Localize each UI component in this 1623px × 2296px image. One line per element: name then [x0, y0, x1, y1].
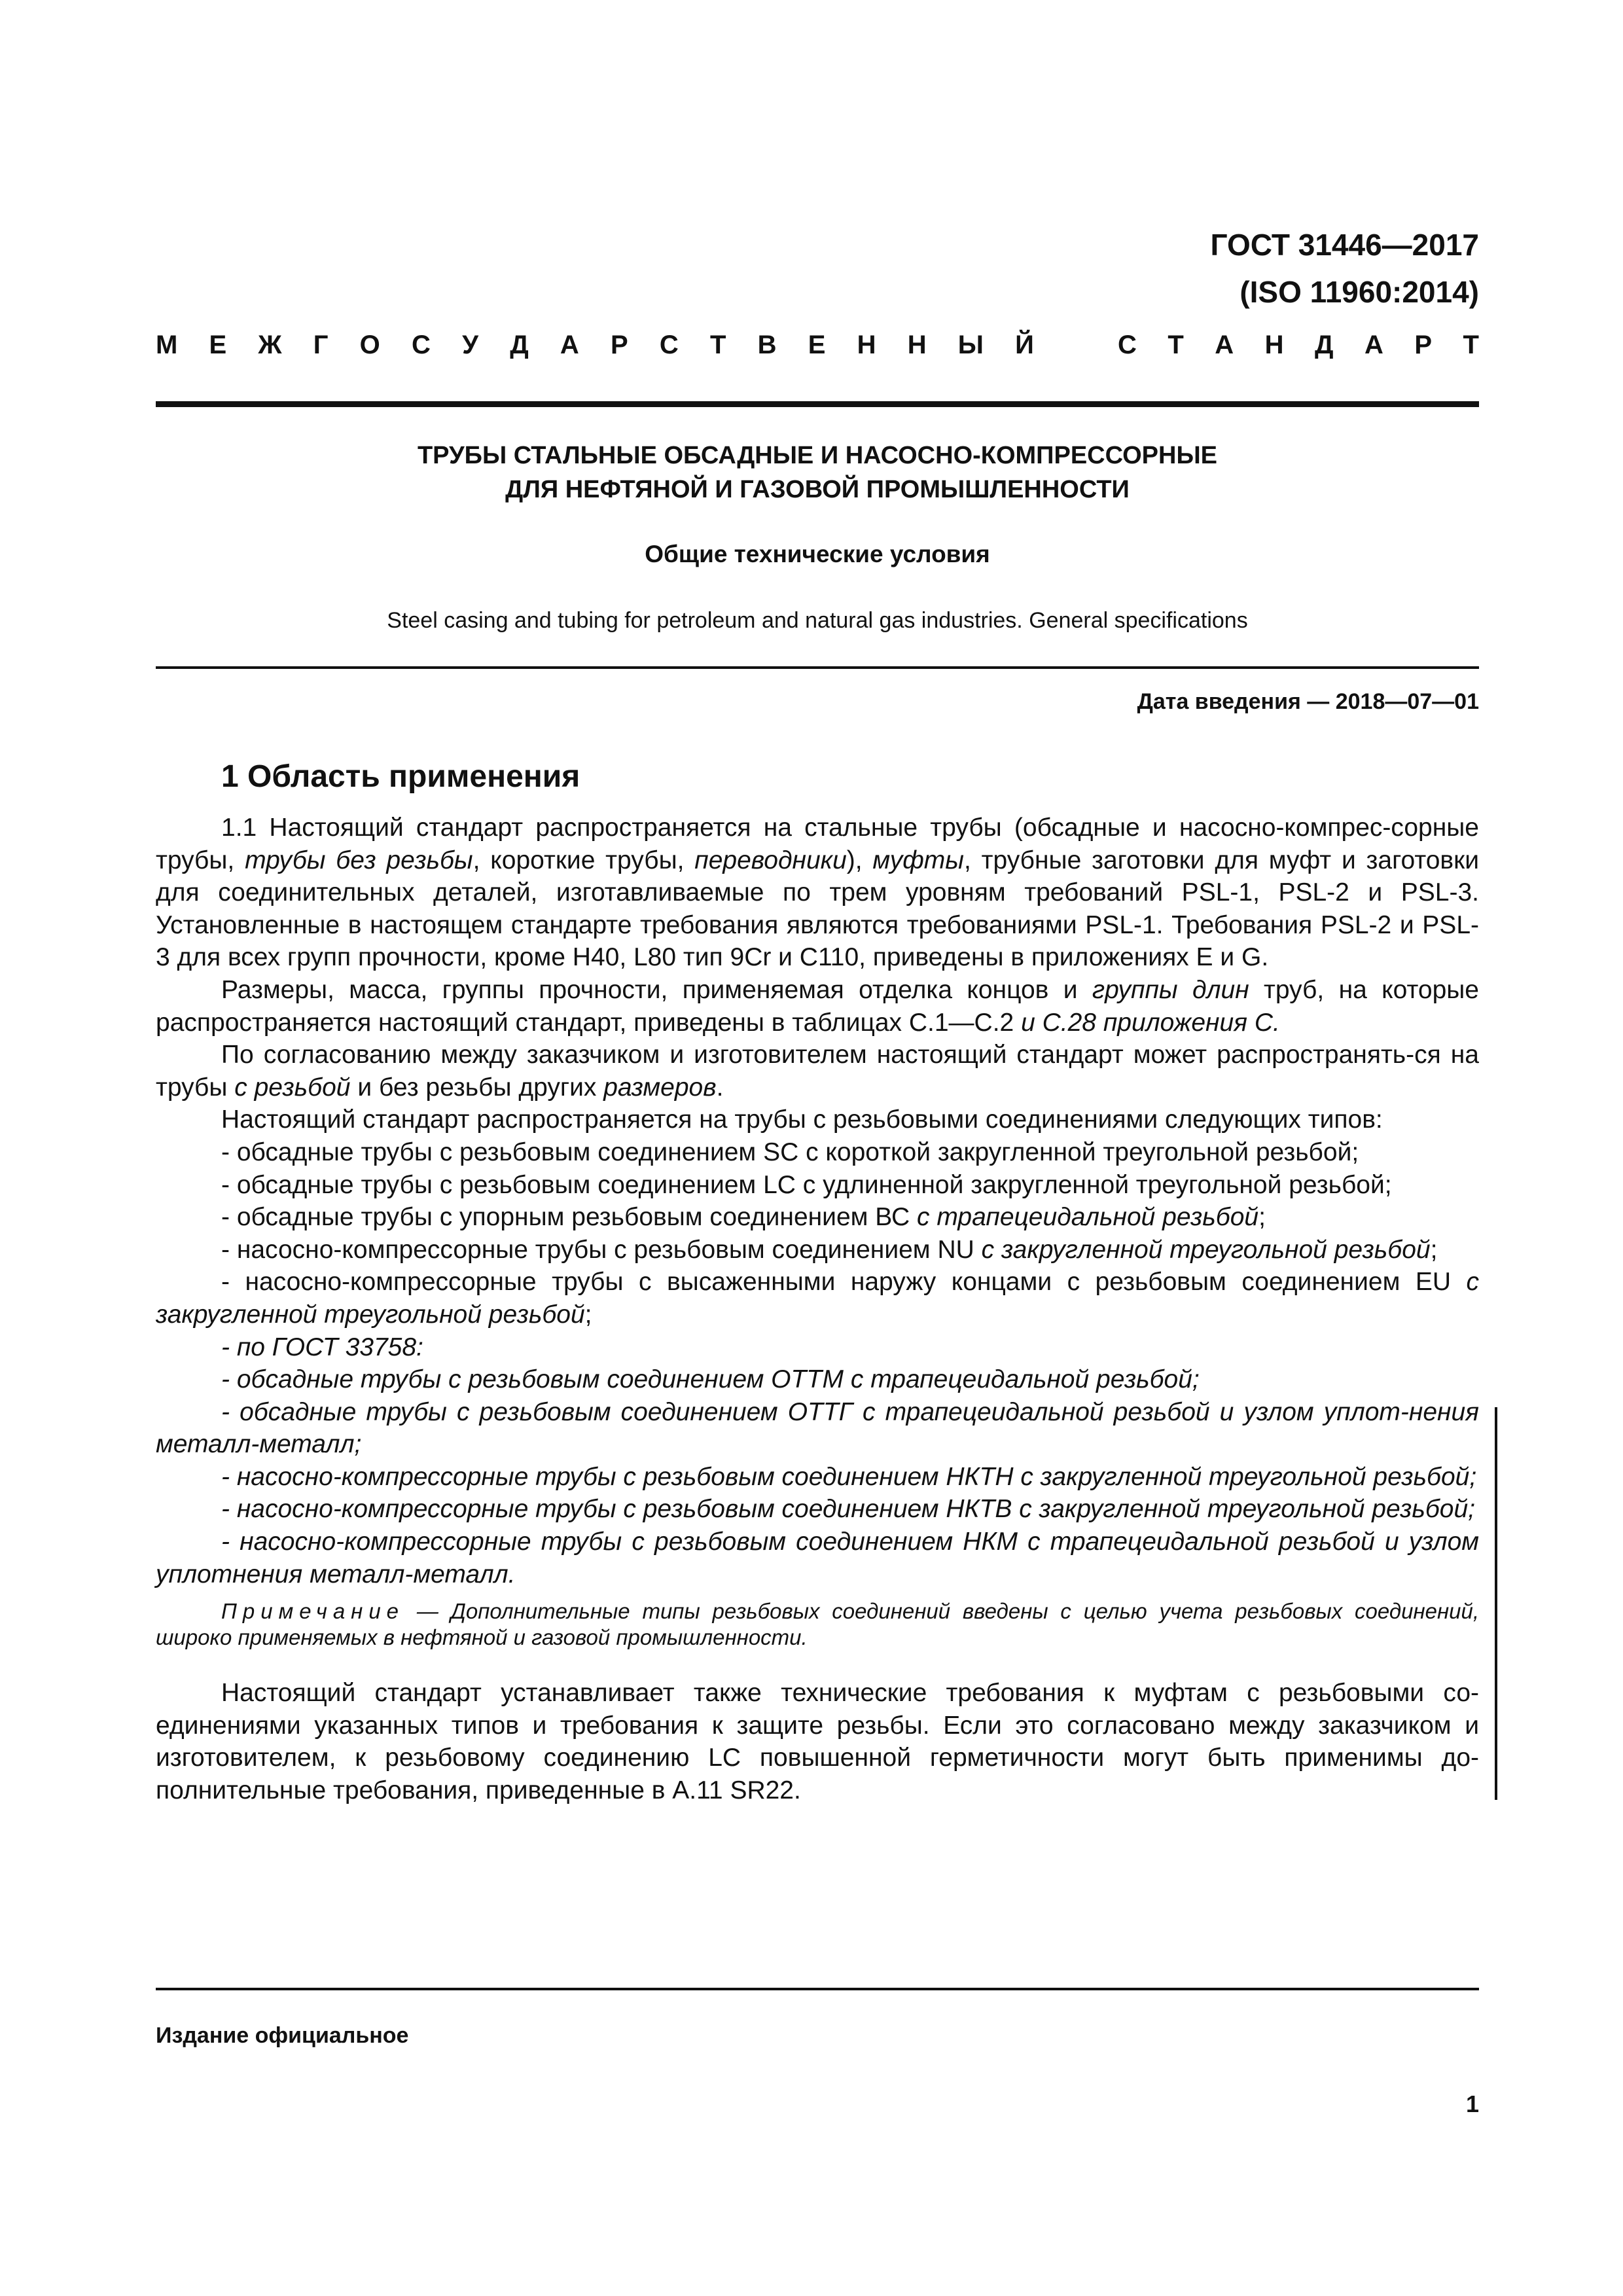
text-run-italic: размеров: [603, 1073, 717, 1102]
list-item: [156, 1526, 1479, 1590]
text-run-italic: и С.28 приложения С.: [1021, 1008, 1280, 1037]
standard-type-word-interstate: [156, 331, 1034, 370]
text-run-italic: переводники: [694, 846, 847, 874]
letter: А: [1215, 331, 1234, 359]
text-run: ),: [846, 846, 873, 874]
letter: С: [659, 331, 679, 359]
text-run-italic: с закругленной треугольной резьбой: [156, 1268, 1479, 1329]
paragraph-dimensions: [156, 974, 1479, 1039]
letter: Р: [1414, 331, 1432, 359]
document-number-block: [1211, 221, 1479, 315]
letter: Г: [313, 331, 329, 359]
text-run: ;: [1430, 1235, 1438, 1264]
letter: Н: [907, 331, 927, 359]
letter: У: [462, 331, 478, 359]
text-run: - обсадные трубы с упорным резьбовым соединением ВС: [221, 1203, 918, 1232]
list-item: [156, 1363, 1479, 1396]
introduction-date: Дата введения — 2018—07—01: [1137, 689, 1479, 714]
letter: Д: [510, 331, 529, 359]
list-item: [156, 1396, 1479, 1461]
text-run: ;: [584, 1300, 592, 1329]
document-number: ГОСТ 31446—2017: [1210, 228, 1479, 262]
document-title: [156, 439, 1479, 507]
letter: С: [412, 331, 431, 359]
standard-type-word-standard: [1118, 331, 1479, 370]
english-title: Steel casing and tubing for petroleum and natural gas industries. General specifications: [387, 608, 1248, 633]
section-heading: 1 Область применения: [221, 759, 580, 794]
paragraph-agreement: [156, 1039, 1479, 1103]
section-body: [156, 812, 1479, 1807]
letter: В: [757, 331, 777, 359]
letter: Ж: [258, 331, 282, 359]
letter: О: [359, 331, 380, 359]
header-divider-thick: [156, 401, 1479, 407]
paragraph-thread-types: Настоящий стандарт распространяется на трубы с резьбовыми соединениями следующих типов:: [221, 1105, 1383, 1134]
text-run-italic: - насосно-компрессорные трубы с резьбовым соединением НКМ с трапецеидальной резьбой и узлом уплотнения металл-металл.: [156, 1528, 1479, 1588]
letter: А: [1364, 331, 1383, 359]
paragraph-1-1: [156, 812, 1479, 974]
list-item: [156, 1461, 1479, 1494]
text-run-italic: с закругленной треугольной резьбой: [981, 1235, 1431, 1264]
list-item: [156, 1201, 1479, 1234]
text-run-italic: - по ГОСТ 33758:: [221, 1333, 423, 1361]
letter: Ы: [957, 331, 984, 359]
text-run-italic: муфты: [872, 846, 964, 874]
letter: М: [156, 331, 178, 359]
text-run: , трубные заготовки для муфт и заготовки для соединительных деталей, изготавливаемые по трем уровням требований PSL-1, PSL-2 и PSL-3. Установленные в настоящем стандарте требования являются требованиями PSL-1. Требования PSL-2 и PSL-3 для всех групп прочности, кроме Н40, L80 тип 9Cr и С110, приведены в приложениях Е и G.: [156, 846, 1479, 972]
text-run-italic: с резьбой: [234, 1073, 351, 1102]
list-item: [156, 1331, 1479, 1364]
text-run: , короткие трубы,: [473, 846, 695, 874]
edition-label: Издание официальное: [156, 2023, 409, 2048]
change-bar: [1495, 1407, 1497, 1800]
letter: Р: [610, 331, 628, 359]
note: [156, 1598, 1479, 1651]
list-item: [156, 1266, 1479, 1331]
footer-divider: [156, 1988, 1479, 1990]
title-divider: [156, 666, 1479, 669]
letter: Н: [1264, 331, 1284, 359]
text-run-italic: - обсадные трубы с резьбовым соединением ОТТГ с трапецеидальной резьбой и узлом уплот-нения металл-металл;: [156, 1397, 1479, 1459]
note-text: — Дополнительные типы резьбовых соединений введены с целью учета резьбовых соединений, широко применяемых в нефтяной и газовой промышленности.: [156, 1599, 1479, 1650]
letter: А: [560, 331, 579, 359]
text-run: - насосно-компрессорные трубы с высаженными наружу концами с резьбовым соединением EU: [221, 1268, 1467, 1297]
text-run: .: [716, 1073, 724, 1102]
title-line-1: ТРУБЫ СТАЛЬНЫЕ ОБСАДНЫЕ И НАСОСНО-КОМПРЕССОРНЫЕ: [417, 442, 1218, 469]
letter: Т: [709, 331, 726, 359]
letter: Д: [1314, 331, 1334, 359]
text-run: Размеры, масса, группы прочности, применяемая отделка концов и: [221, 975, 1092, 1004]
standard-type-heading: [156, 331, 1479, 370]
note-label: Примечание: [221, 1599, 405, 1624]
list-item: - обсадные трубы с резьбовым соединением LC с удлиненной закругленной треугольной резьбой;: [221, 1170, 1392, 1199]
text-run: - насосно-компрессорные трубы с резьбовым соединением NU: [221, 1235, 982, 1264]
text-run-italic: с трапецеидальной резьбой: [917, 1203, 1259, 1232]
text-run: труб, на которые распространяется настоящий стандарт, приведены в таблицах С.1—С.2: [156, 975, 1479, 1037]
iso-reference: (ISO 11960:2014): [1240, 275, 1479, 309]
text-run: ;: [1258, 1203, 1266, 1232]
document-subtitle: Общие технические условия: [645, 541, 990, 567]
letter: С: [1118, 331, 1137, 359]
page-number: 1: [1465, 2090, 1479, 2117]
list-item: - обсадные трубы с резьбовым соединением SC с короткой закругленной треугольной резьбой;: [221, 1138, 1359, 1166]
text-run-italic: - обсадные трубы с резьбовым соединением ОТТМ с трапецеидальной резьбой;: [221, 1365, 1200, 1394]
list-item: [156, 1493, 1479, 1526]
letter: Т: [1463, 331, 1479, 359]
paragraph-coupling-requirements: Настоящий стандарт устанавливает также технические требования к муфтам с резьбовыми со-единениями указанных типов и требования к защите резьбы. Если это согласовано между заказчиком и изготовителем, к резьбовому соединению LC повышенной герметичности могут быть применимы до-полнительные требования, приведенные в А.11 SR22.: [156, 1679, 1479, 1805]
text-run: По согласованию между заказчиком и изготовителем настоящий стандарт может распространять-ся на трубы: [156, 1041, 1479, 1102]
letter: Е: [808, 331, 826, 359]
text-run-italic: - насосно-компрессорные трубы с резьбовым соединением НКТН с закругленной треугольной резьбой;: [221, 1462, 1477, 1491]
text-run: 1.1 Настоящий стандарт распространяется на стальные трубы (обсадные и насосно-компрес-сорные трубы,: [156, 814, 1479, 874]
text-run: и без резьбы других: [350, 1073, 604, 1102]
text-run-italic: группы длин: [1092, 975, 1249, 1004]
title-line-2: ДЛЯ НЕФТЯНОЙ И ГАЗОВОЙ ПРОМЫШЛЕННОСТИ: [505, 476, 1130, 503]
list-item: [156, 1234, 1479, 1266]
letter: Й: [1015, 331, 1034, 359]
text-run-italic: трубы без резьбы: [245, 846, 473, 874]
letter: Т: [1168, 331, 1184, 359]
text-run-italic: - насосно-компрессорные трубы с резьбовым соединением НКТВ с закругленной треугольной резьбой;: [221, 1495, 1476, 1524]
letter: Н: [857, 331, 876, 359]
letter: Е: [209, 331, 227, 359]
